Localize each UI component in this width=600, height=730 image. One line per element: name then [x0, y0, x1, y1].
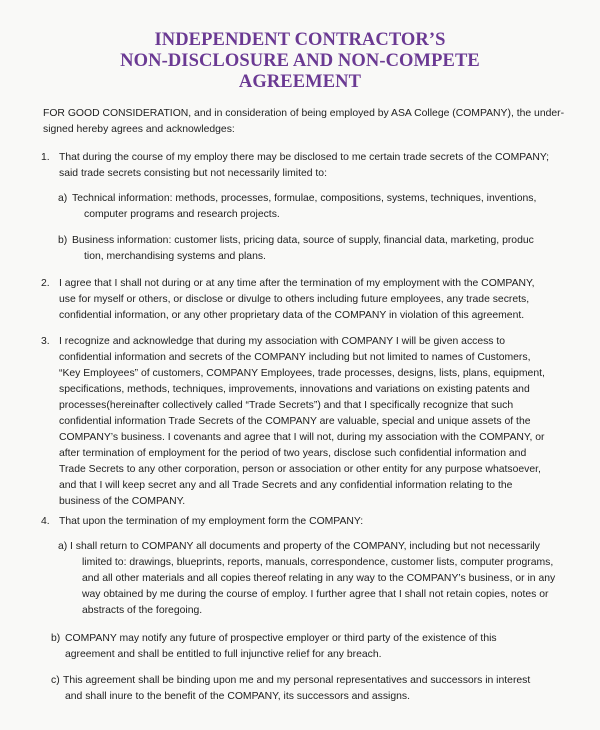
- subsection-line: and shall inure to the benefit of the COMPANY, its successors and assigns.: [65, 691, 410, 702]
- section-line: said trade secrets consisting but not necessarily limited to:: [59, 168, 327, 179]
- intro-paragraph: [43, 106, 573, 138]
- section-line: Trade Secrets to any other corporation, person or association or other entity for any purpose whatsoever,: [59, 464, 541, 475]
- section-line: and that I will keep secret any and all Trade Secrets and any confidential information relating to the: [59, 480, 513, 491]
- section-line: confidential information Trade Secrets of the COMPANY are valuable, special and unique assets of the: [59, 416, 531, 427]
- title-line-1: INDEPENDENT CONTRACTOR’S: [154, 30, 446, 50]
- section-line: I recognize and acknowledge that during my association with COMPANY I will be given access to: [59, 336, 506, 347]
- subsection-line: I shall return to COMPANY all documents and property of the COMPANY, including but not necessarily: [70, 541, 540, 552]
- subsection-label: b): [51, 633, 61, 644]
- section-number: 3.: [41, 336, 50, 347]
- section-body: [59, 276, 559, 324]
- section-line: That during the course of my employ there may be disclosed to me certain trade secrets of the COMPANY;: [59, 152, 550, 163]
- subsection-body: [65, 631, 497, 663]
- title-line-3: AGREEMENT: [238, 72, 362, 92]
- section-body: [59, 334, 559, 510]
- subsection-line: abstracts of the foregoing.: [82, 605, 203, 616]
- section-number: 4.: [41, 516, 50, 527]
- section-line: I agree that I shall not during or at any time after the termination of my employment with the COMPANY,: [59, 278, 535, 289]
- subsection-line: agreement and shall be entitled to full injunctive relief for any breach.: [65, 649, 382, 660]
- section-line: confidential information and secrets of the COMPANY including but not limited to names of Customers,: [59, 352, 531, 363]
- section-line: confidential information, or any other proprietary data of the COMPANY in violation of this agreement.: [59, 310, 525, 321]
- intro-line: signed hereby agrees and acknowledges:: [43, 124, 235, 135]
- subsection-label: b): [58, 235, 68, 246]
- subsection-line: COMPANY may notify any future of prospective employer or third party of the existence of this: [65, 633, 497, 644]
- intro-line: FOR GOOD CONSIDERATION, and in consideration of being employed by ASA College (COMPANY), the under-: [43, 108, 565, 119]
- subsection-label: a): [58, 193, 68, 204]
- subsection-line: computer programs and research projects.: [84, 209, 280, 220]
- section-line: “Key Employees” of customers, COMPANY Employees, trade processes, designs, lists, plans, equipment,: [59, 368, 545, 379]
- subsection-line: limited to: drawings, blueprints, reports, manuals, correspondence, customer lists, computer programs,: [82, 557, 554, 568]
- section-line: processes(hereinafter collectively called “Trade Secrets”) and that I specifically recognize that such: [59, 400, 514, 411]
- subsection-line: tion, merchandising systems and plans.: [84, 251, 266, 262]
- section-number: 2.: [41, 278, 50, 289]
- document-title: [0, 30, 600, 93]
- subsection-label: c): [51, 675, 60, 686]
- subsection-line: Technical information: methods, processes, formulae, compositions, systems, techniques, inventions,: [72, 193, 537, 204]
- subsection-body: [70, 539, 555, 619]
- subsection-body: [63, 673, 530, 705]
- subsection-body: [72, 191, 536, 223]
- section-line: specifications, methods, techniques, improvements, innovations and variations on existing patents and: [59, 384, 530, 395]
- subsection-line: Business information: customer lists, pricing data, source of supply, financial data, marketing, produc: [72, 235, 534, 246]
- subsection-line: way obtained by me during the course of employ. I further agree that I shall not retain copies, notes or: [82, 589, 549, 600]
- section-line: use for myself or others, or disclose or divulge to others including future employees, any trade secrets,: [59, 294, 530, 305]
- section-line: That upon the termination of my employment form the COMPANY:: [59, 516, 364, 527]
- section-number: 1.: [41, 152, 50, 163]
- subsection-line: and all other materials and all copies thereof relating in any way to the COMPANY’s business, or in any: [82, 573, 556, 584]
- section-line: COMPANY’s business. I covenants and agree that I will not, during my association with the COMPANY, or: [59, 432, 545, 443]
- title-line-2: NON-DISCLOSURE AND NON-COMPETE: [120, 51, 480, 71]
- section-body: [59, 150, 559, 182]
- section-line: after termination of employment for the period of two years, disclose such confidential information and: [59, 448, 527, 459]
- section-line: business of the COMPANY.: [59, 496, 186, 507]
- subsection-label: a): [58, 541, 68, 552]
- subsection-line: This agreement shall be binding upon me and my personal representatives and successors in interest: [63, 675, 531, 686]
- section-body: [59, 514, 559, 530]
- subsection-body: [72, 233, 534, 265]
